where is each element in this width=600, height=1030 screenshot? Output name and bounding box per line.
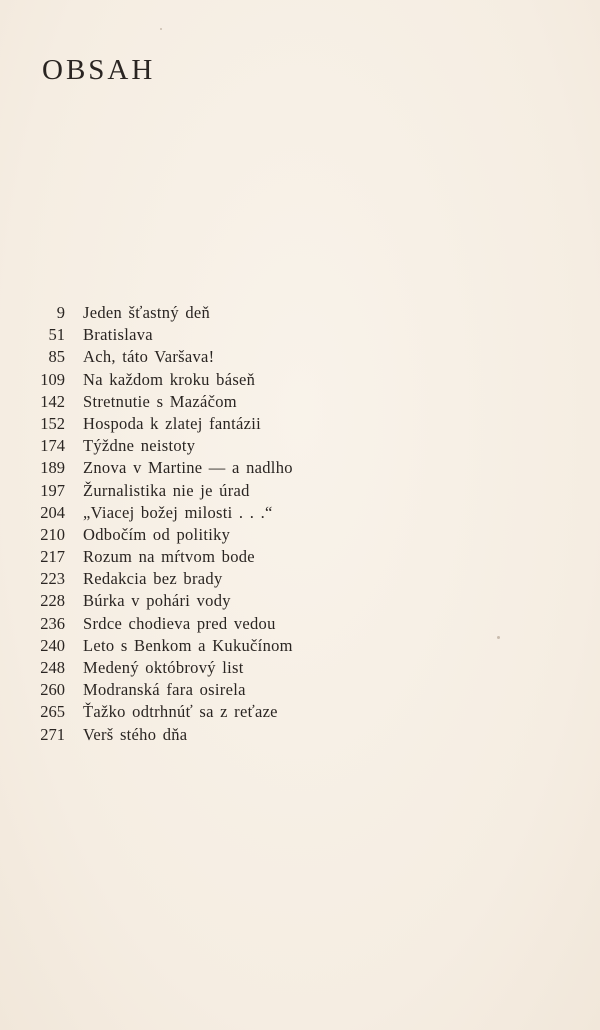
toc-page-number: 204 bbox=[40, 502, 65, 522]
toc-page-number: 228 bbox=[40, 591, 65, 611]
toc-chapter-title: „Viacej božej milosti . . .“ bbox=[83, 502, 273, 522]
toc-chapter-title: Týždne neistoty bbox=[83, 436, 196, 456]
toc-entry bbox=[20, 369, 380, 391]
toc-chapter-title: Na každom kroku báseň bbox=[83, 369, 256, 389]
toc-entry bbox=[20, 457, 380, 479]
toc-chapter-title: Ach, táto Varšava! bbox=[83, 347, 215, 367]
paper-speck bbox=[497, 636, 500, 639]
toc-entry bbox=[20, 546, 380, 568]
toc-chapter-title: Znova v Martine — a nadlho bbox=[83, 458, 293, 478]
toc-entry bbox=[20, 435, 380, 457]
toc-entry bbox=[20, 701, 380, 723]
toc-entry bbox=[20, 524, 380, 546]
toc-chapter-title: Verš stého dňa bbox=[83, 724, 188, 744]
toc-page-number: 265 bbox=[40, 702, 65, 722]
toc-entry bbox=[20, 590, 380, 612]
toc-chapter-title: Bratislava bbox=[83, 325, 153, 345]
table-of-contents bbox=[20, 302, 380, 746]
toc-chapter-title: Žurnalistika nie je úrad bbox=[83, 480, 250, 500]
toc-chapter-title: Jeden šťastný deň bbox=[83, 303, 211, 322]
toc-page-number: 152 bbox=[40, 413, 65, 433]
toc-page-number: 248 bbox=[40, 658, 65, 677]
toc-page-number: 260 bbox=[40, 680, 65, 700]
toc-page-number: 174 bbox=[40, 436, 65, 456]
toc-entry bbox=[20, 413, 380, 435]
toc-chapter-title: Stretnutie s Mazáčom bbox=[83, 391, 237, 411]
toc-page-number: 109 bbox=[40, 369, 65, 389]
toc-entry bbox=[20, 346, 380, 368]
toc-chapter-title: Modranská fara osirela bbox=[83, 680, 246, 700]
toc-page-number: 217 bbox=[40, 547, 65, 567]
toc-chapter-title: Ťažko odtrhnúť sa z reťaze bbox=[83, 702, 278, 722]
toc-page-number: 271 bbox=[40, 724, 65, 744]
toc-chapter-title: Hospoda k zlatej fantázii bbox=[83, 413, 261, 433]
toc-chapter-title: Srdce chodieva pred vedou bbox=[83, 613, 276, 633]
toc-page-number: 51 bbox=[48, 325, 65, 345]
toc-page-number: 85 bbox=[48, 347, 65, 367]
toc-entry bbox=[20, 724, 380, 746]
toc-entry bbox=[20, 391, 380, 413]
toc-entry bbox=[20, 480, 380, 502]
toc-entry bbox=[20, 679, 380, 701]
toc-page-number: 142 bbox=[40, 391, 65, 411]
toc-chapter-title: Rozum na mŕtvom bode bbox=[83, 547, 255, 567]
toc-entry bbox=[20, 302, 380, 324]
paper-speck bbox=[160, 28, 162, 30]
toc-entry bbox=[20, 657, 380, 679]
toc-chapter-title: Leto s Benkom a Kukučínom bbox=[83, 635, 293, 655]
toc-chapter-title: Odbočím od politiky bbox=[83, 524, 231, 544]
toc-page-number: 189 bbox=[40, 458, 65, 478]
toc-page-number: 223 bbox=[40, 569, 65, 589]
toc-page-number: 210 bbox=[40, 524, 65, 544]
toc-entry bbox=[20, 568, 380, 590]
page-title: OBSAH bbox=[42, 54, 156, 86]
toc-page-number: 9 bbox=[56, 303, 65, 322]
toc-entry bbox=[20, 635, 380, 657]
toc-entry bbox=[20, 613, 380, 635]
toc-page-number: 197 bbox=[40, 480, 65, 500]
toc-page-number: 240 bbox=[40, 635, 65, 655]
toc-chapter-title: Medený októbrový list bbox=[83, 658, 244, 677]
toc-chapter-title: Búrka v pohári vody bbox=[83, 591, 231, 611]
toc-chapter-title: Redakcia bez brady bbox=[83, 569, 223, 589]
toc-page-number: 236 bbox=[40, 613, 65, 633]
toc-entry bbox=[20, 502, 380, 524]
toc-entry bbox=[20, 324, 380, 346]
